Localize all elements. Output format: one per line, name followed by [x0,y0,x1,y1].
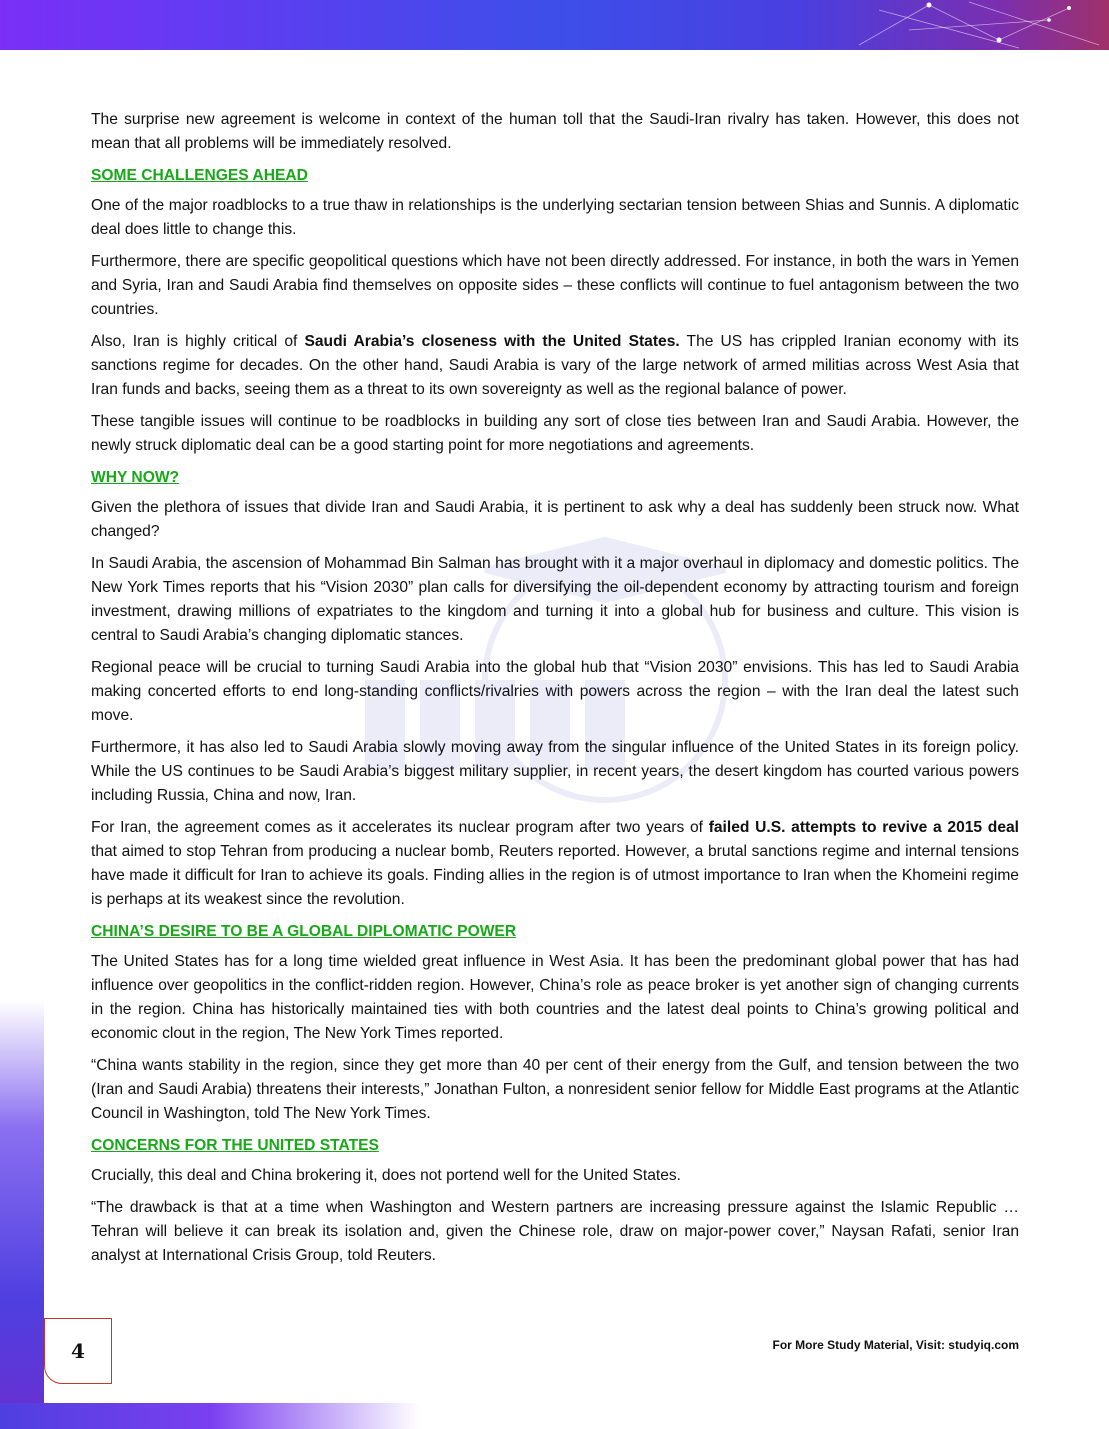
footer-text: For More Study Material, Visit: studyiq.com [772,1338,1019,1352]
paragraph: “China wants stability in the region, since they get more than 40 per cent of their energy from the Gulf, and tension between the two (Iran and Saudi Arabia) threatens their interests,” Jonathan Fulton, a nonresident senior fellow for Middle East programs at the Atlantic Council in Washington, told The New York Times. [91,1057,1019,1122]
text-run: Also, Iran is highly critical of [91,333,305,350]
left-side-decoration [0,1000,44,1429]
bottom-decoration [0,1403,420,1429]
bold-text: failed U.S. attempts to revive a 2015 deal [708,819,1020,836]
paragraph: The United States has for a long time wielded great influence in West Asia. It has been the predominant global power that has had influence over geopolitics in the conflict-ridden region. However, China’s role as peace broker is yet another sign of changing currents in the region. China has historically maintained ties with both countries and the latest deal points to China’s growing political and economic clout in the region, The New York Times reported. [91,953,1019,1042]
text-run: that aimed to stop Tehran from producing a nuclear bomb, Reuters reported. However, a brutal sanctions regime and internal tensions have made it difficult for Iran to achieve its goals. Finding allies in the region is of utmost importance to Iran when the Khomeini regime is perhaps at its weakest since the revolution. [91,843,1019,908]
bold-text: Saudi Arabia’s closeness with the United States. [304,333,680,350]
paragraph [91,816,1019,912]
paragraph: Furthermore, there are specific geopolitical questions which have not been directly addressed. For instance, in both the wars in Yemen and Syria, Iran and Saudi Arabia find themselves on opposite sides – these conflicts will continue to fuel antagonism between the two countries. [91,253,1019,318]
text-run: For Iran, the agreement comes as it accelerates its nuclear program after two years of [91,819,709,836]
paragraph: Regional peace will be crucial to turning Saudi Arabia into the global hub that “Vision 2030” envisions. This has led to Saudi Arabia making concerted efforts to end long-standing conflicts/rivalries with powers across the region – with the Iran deal the latest such move. [91,659,1019,724]
network-decoration-icon [849,0,1109,50]
paragraph [91,330,1019,402]
page-number: 4 [44,1318,112,1384]
section-heading-china: CHINA’S DESIRE TO BE A GLOBAL DIPLOMATIC POWER [91,923,517,940]
top-banner [0,0,1109,50]
paragraph: One of the major roadblocks to a true thaw in relationships is the underlying sectarian tension between Shias and Sunnis. A diplomatic deal does little to change this. [91,197,1019,238]
section-heading-us-concerns: CONCERNS FOR THE UNITED STATES [91,1137,379,1154]
intro-paragraph: The surprise new agreement is welcome in context of the human toll that the Saudi-Iran rivalry has taken. However, this does not mean that all problems will be immediately resolved. [91,111,1019,152]
paragraph: Crucially, this deal and China brokering it, does not portend well for the United States. [91,1167,681,1184]
section-heading-why-now: WHY NOW? [91,469,180,486]
paragraph: Furthermore, it has also led to Saudi Arabia slowly moving away from the singular influence of the United States in its foreign policy. While the US continues to be Saudi Arabia’s biggest military supplier, in recent years, the desert kingdom has courted various powers including Russia, China and now, Iran. [91,739,1019,804]
article-body [91,108,1019,1276]
section-heading-challenges: SOME CHALLENGES AHEAD [91,167,308,184]
paragraph: These tangible issues will continue to be roadblocks in building any sort of close ties between Iran and Saudi Arabia. However, the newly struck diplomatic deal can be a good starting point for more negotiations and agreements. [91,413,1019,454]
paragraph: “The drawback is that at a time when Washington and Western partners are increasing pressure against the Islamic Republic … Tehran will believe it can break its isolation and, given the Chinese role, draw on major-power cover,” Naysan Rafati, senior Iran analyst at International Crisis Group, told Reuters. [91,1199,1019,1264]
text-run: The US has crippled Iranian economy with its sanctions regime for decades. On the other hand, Saudi Arabia is vary of the large network of armed militias across West Asia that Iran funds and backs, seeing them as a threat to its own sovereignty as well as the regional balance of power. [91,333,1019,398]
paragraph: In Saudi Arabia, the ascension of Mohammad Bin Salman has brought with it a major overhaul in diplomacy and domestic politics. The New York Times reports that his “Vision 2030” plan calls for diversifying the oil-dependent economy by attracting tourism and foreign investment, drawing millions of expatriates to the kingdom and turning it into a global hub for business and culture. This vision is central to Saudi Arabia’s changing diplomatic stances. [91,555,1019,644]
paragraph: Given the plethora of issues that divide Iran and Saudi Arabia, it is pertinent to ask why a deal has suddenly been struck now. What changed? [91,499,1019,540]
